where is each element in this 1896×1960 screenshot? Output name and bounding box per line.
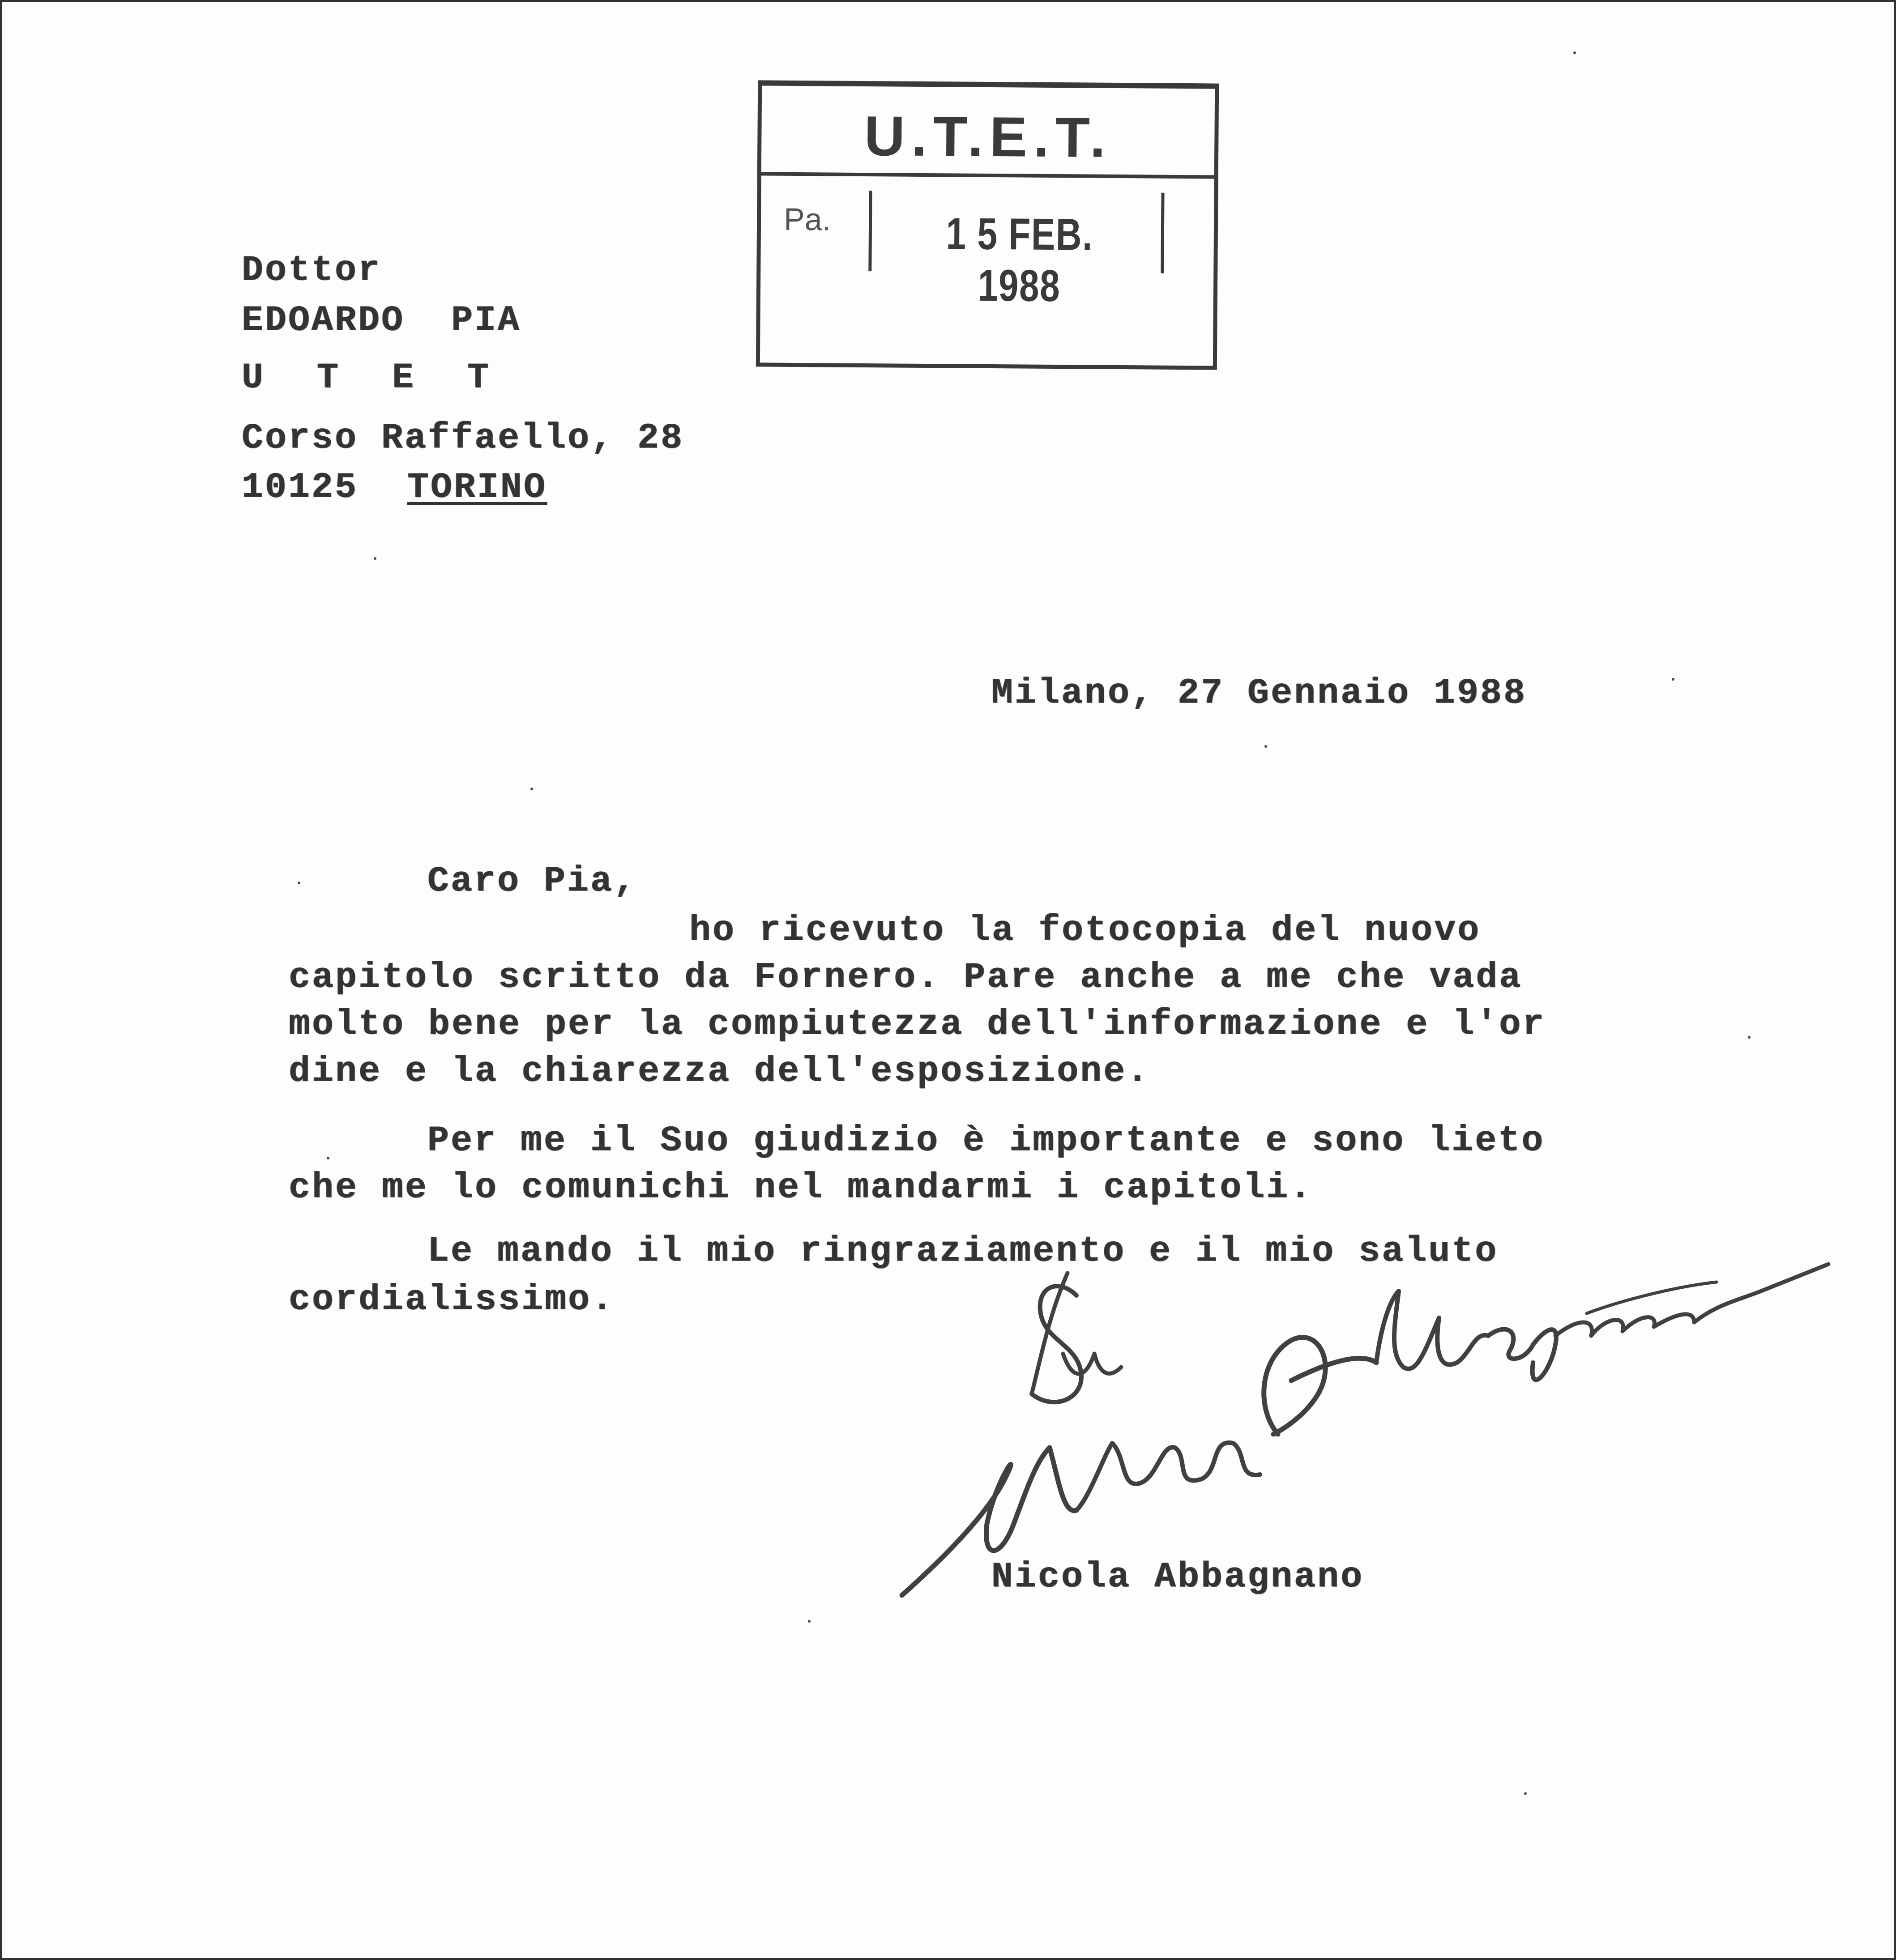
typed-signatory-name: Nicola Abbagnano — [991, 1557, 1364, 1598]
body-line: Per me il Suo giudizio è importante e sono lieto — [427, 1121, 1545, 1161]
scan-speck — [1573, 51, 1576, 54]
body-line: cordialissimo. — [289, 1279, 615, 1320]
scan-speck — [374, 557, 376, 560]
body-line: che me lo comunichi nel mandarmi i capitoli. — [289, 1167, 1313, 1208]
recipient-street: Corso Raffaello, 28 — [242, 418, 684, 459]
scan-speck — [298, 882, 300, 884]
stamp-mark: Pa. — [783, 201, 831, 237]
place-and-date: Milano, 27 Gennaio 1988 — [991, 673, 1527, 714]
body-line: dine e la chiarezza dell'esposizione. — [289, 1051, 1150, 1092]
stamp-title: U.T.E.T. — [864, 104, 1112, 169]
salutation: Caro Pia, — [427, 861, 637, 902]
recipient-city: TORINO — [407, 467, 547, 508]
recipient-company: U T E T — [242, 358, 505, 398]
recipient-title: Dottor — [242, 250, 382, 291]
utet-reception-stamp — [756, 80, 1224, 374]
stamp-date: 1 5 FEB. 1988 — [946, 209, 1093, 311]
body-line: capitolo scritto da Fornero. Pare anche a me che vada — [289, 957, 1523, 998]
stamp-date-box — [868, 191, 1164, 311]
scan-speck — [1524, 1792, 1527, 1795]
body-line: Le mando il mio ringraziamento e il mio saluto — [427, 1231, 1499, 1272]
scan-speck — [808, 1620, 811, 1623]
scan-speck — [1748, 1036, 1751, 1039]
scan-speck — [1672, 678, 1674, 681]
body-line: ho ricevuto la fotocopia del nuovo — [689, 910, 1481, 951]
body-line: molto bene per la compiutezza dell'informazione e l'or — [289, 1004, 1546, 1045]
scan-speck — [530, 788, 533, 790]
scan-speck — [1264, 745, 1267, 748]
recipient-postcode: 10125 — [242, 467, 359, 508]
scan-speck — [327, 1157, 329, 1159]
recipient-name: EDOARDO PIA — [242, 300, 521, 341]
